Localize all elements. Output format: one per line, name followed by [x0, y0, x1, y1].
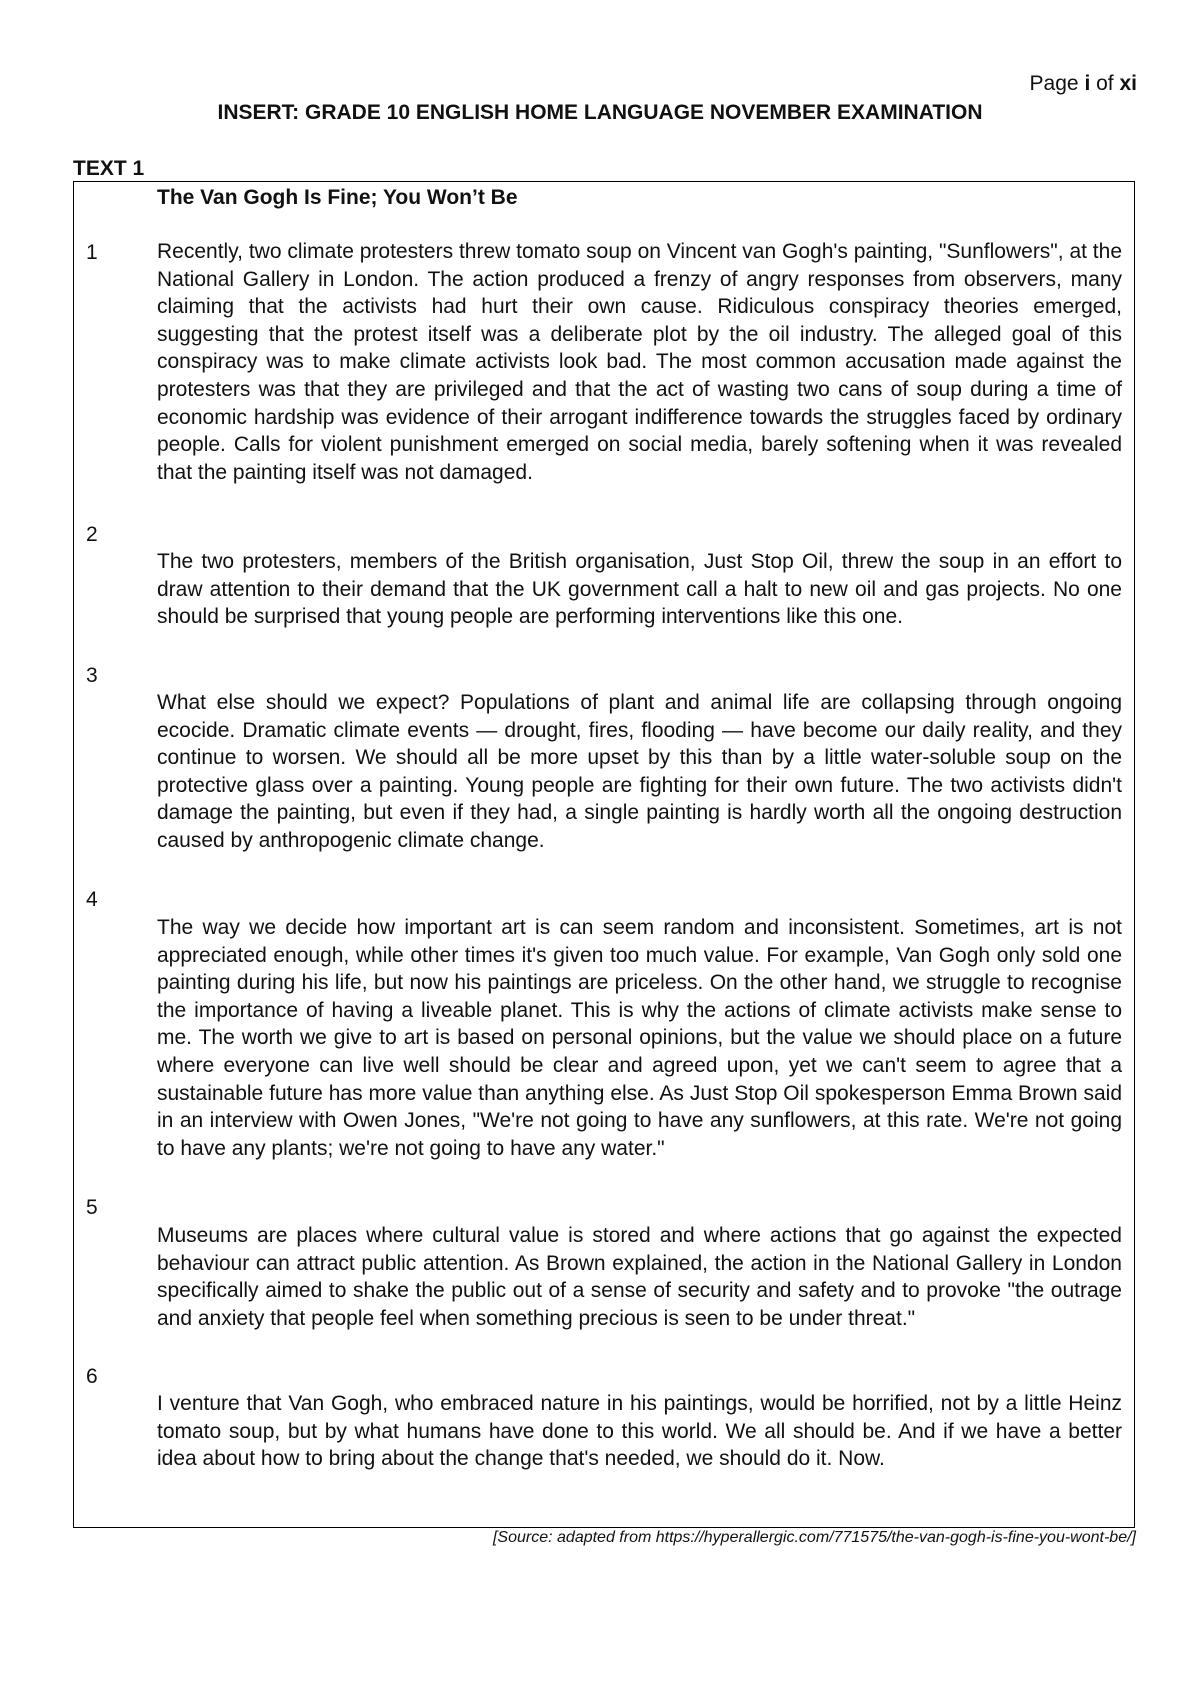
- article-title: The Van Gogh Is Fine; You Won’t Be: [157, 186, 518, 209]
- paragraph-number-4: 4: [86, 888, 98, 911]
- paragraph-number-3: 3: [86, 664, 98, 687]
- text-label: TEXT 1: [73, 157, 145, 180]
- paragraph-number-2: 2: [86, 523, 98, 546]
- source-citation: [Source: adapted from https://hyperallergic.com/771575/the-van-gogh-is-fine-you-wont-be/]: [492, 1529, 1136, 1546]
- page-total: xi: [1119, 72, 1137, 95]
- paragraph-2: The two protesters, members of the British organisation, Just Stop Oil, threw the soup in an effort to draw attention to their demand that the UK government call a halt to new oil and gas projects. No one should be surprised that young people are performing interventions like this one.: [157, 550, 1122, 629]
- page-prefix: Page: [1029, 72, 1079, 95]
- document-title: INSERT: GRADE 10 ENGLISH HOME LANGUAGE NOVEMBER EXAMINATION: [217, 101, 983, 124]
- page-of: of: [1096, 72, 1114, 95]
- page-number: [1030, 72, 1137, 96]
- paragraph-number-5: 5: [86, 1196, 98, 1219]
- paragraph-5: Museums are places where cultural value is stored and where actions that go against the expected behaviour can attract public attention. As Brown explained, the action in the National Gallery in London specifically aimed to shake the public out of a sense of security and safety and to provoke "the outrage and anxiety that people feel when something precious is seen to be under threat.": [157, 1224, 1122, 1330]
- paragraph-4: The way we decide how important art is can seem random and inconsistent. Sometimes, art is not appreciated enough, while other times it's given too much value. For example, Van Gogh only sold one painting during his life, but now his paintings are priceless. On the other hand, we struggle to recognise the importance of having a liveable planet. This is why the actions of climate activists make sense to me. The worth we give to art is based on personal opinions, but the value we should place on a future where everyone can live well should be clear and agreed upon, yet we can't seem to agree that a sustainable future has more value than anything else. As Just Stop Oil spokesperson Emma Brown said in an interview with Owen Jones, "We're not going to have any sunflowers, at this rate. We're not going to have any plants; we're not going to have any water.": [157, 916, 1122, 1160]
- paragraph-number-1: 1: [86, 241, 98, 264]
- page-current: i: [1084, 72, 1091, 95]
- paragraph-3: What else should we expect? Populations of plant and animal life are collapsing through ongoing ecocide. Dramatic climate events — drought, fires, flooding — have become our daily reality, and they continue to worsen. We should all be more upset by this than by a little water-soluble soup on the protective glass over a painting. Young people are fighting for their own future. The two activists didn't damage the painting, but even if they had, a single painting is hardly worth all the ongoing destruction caused by anthropogenic climate change.: [157, 691, 1122, 852]
- paragraph-number-6: 6: [86, 1365, 98, 1388]
- paragraph-1: Recently, two climate protesters threw tomato soup on Vincent van Gogh's painting, "Sunflowers", at the National Gallery in London. The action produced a frenzy of angry responses from observers, many claiming that the activists had hurt their own cause. Ridiculous conspiracy theories emerged, suggesting that the protest itself was a deliberate plot by the oil industry. The alleged goal of this conspiracy was to make climate activists look bad. The most common accusation made against the protesters was that they are privileged and that the act of wasting two cans of soup during a time of economic hardship was evidence of their arrogant indifference towards the struggles faced by ordinary people. Calls for violent punishment emerged on social media, barely softening when it was revealed that the painting itself was not damaged.: [157, 240, 1122, 484]
- paragraph-6: I venture that Van Gogh, who embraced nature in his paintings, would be horrified, not by a little Heinz tomato soup, but by what humans have done to this world. We all should be. And if we have a better idea about how to bring about the change that's needed, we should do it. Now.: [157, 1392, 1122, 1471]
